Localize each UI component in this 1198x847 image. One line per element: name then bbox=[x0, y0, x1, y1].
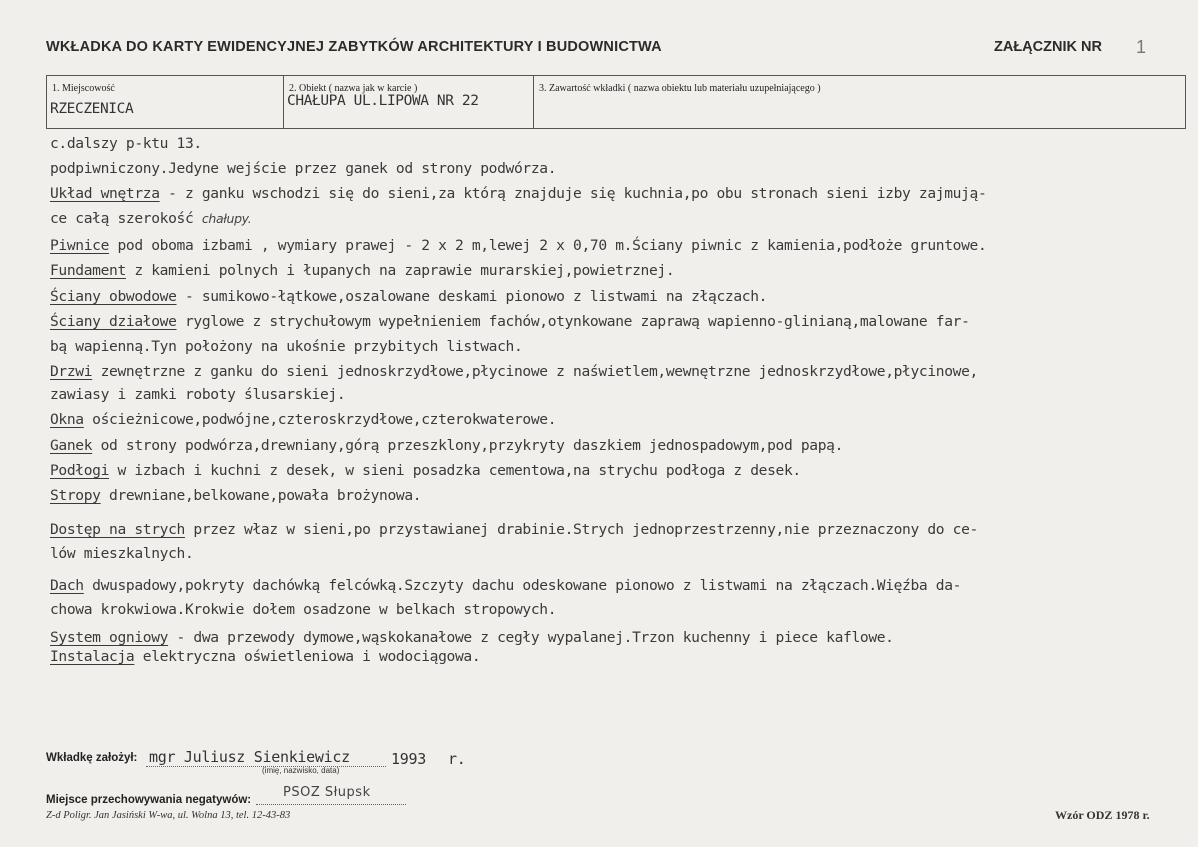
section-heading: Instalacja bbox=[50, 648, 135, 665]
text-line: Stropy drewniane,belkowane,powała brożynowa. bbox=[50, 487, 422, 504]
text-line: Układ wnętrza - z ganku wschodzi się do sieni,za którą znajduje się kuchnia,po obu stronach sieni izby zajmują- bbox=[50, 185, 987, 202]
section-heading: Dostęp na strych bbox=[50, 521, 185, 538]
section-heading: Dach bbox=[50, 577, 84, 594]
text-line: Instalacja elektryczna oświetleniowa i wodociągowa. bbox=[50, 648, 481, 665]
section-heading: Stropy bbox=[50, 487, 101, 504]
text-line: Drzwi zewnętrzne z ganku do sieni jednoskrzydłowe,płycinowe z naświetlem,wewnętrzne jednoskrzydłowe,płycinowe, bbox=[50, 363, 978, 380]
text-line: c.dalszy p-ktu 13. bbox=[50, 135, 202, 152]
text-line: Okna ościeżnicowe,podwójne,czteroskrzydłowe,czterokwaterowe. bbox=[50, 411, 557, 428]
section-heading: Okna bbox=[50, 411, 84, 428]
text-line: Fundament z kamieni polnych i łupanych na zaprawie murarskiej,powietrznej. bbox=[50, 262, 675, 279]
table-divider-2 bbox=[533, 75, 534, 129]
section-heading: Fundament bbox=[50, 262, 126, 279]
table-bottom-border bbox=[46, 128, 1186, 129]
field-object-label: 2. Obiekt ( nazwa jak w karcie ) bbox=[289, 83, 418, 94]
author-sublabel: (imię, nazwisko, data) bbox=[262, 766, 340, 775]
form-title: WKŁADKA DO KARTY EWIDENCYJNEJ ZABYTKÓW ARCHITEKTURY I BUDOWNICTWA bbox=[46, 39, 662, 55]
section-heading: Podłogi bbox=[50, 462, 110, 479]
section-heading: Ściany działowe bbox=[50, 313, 177, 330]
section-heading: Piwnice bbox=[50, 237, 110, 254]
text-line: Ściany działowe ryglowe z strychułowym wypełnieniem fachów,otynkowane zaprawą wapienno-glinianą,malowane far- bbox=[50, 313, 970, 330]
negatives-label: Miejsce przechowywania negatywów: bbox=[46, 794, 252, 806]
form-template-id: Wzór ODZ 1978 r. bbox=[1055, 808, 1150, 822]
text-line: Dostęp na strych przez właz w sieni,po przystawianej drabinie.Strych jednoprzestrzenny,nie przeznaczony do ce- bbox=[50, 521, 978, 538]
section-heading: Ściany obwodowe bbox=[50, 288, 177, 305]
text-line: Ganek od strony podwórza,drewniany,górą przeszklony,przykryty daszkiem jednospadowym,pod papą. bbox=[50, 437, 844, 454]
field-locality-label: 1. Miejscowość bbox=[52, 83, 115, 94]
author-year-suffix: r. bbox=[448, 750, 466, 768]
section-heading: Drzwi bbox=[50, 363, 93, 380]
author-year: 1993 bbox=[391, 750, 426, 768]
text-line: zawiasy i zamki roboty ślusarskiej. bbox=[50, 386, 346, 403]
text-line: bą wapienną.Tyn położony na ukośnie przybitych listwach. bbox=[50, 338, 523, 355]
negatives-value: PSOZ Słupsk bbox=[283, 785, 371, 800]
section-heading: Układ wnętrza bbox=[50, 185, 160, 202]
table-top-border bbox=[46, 75, 1186, 76]
table-right-border bbox=[1185, 75, 1186, 129]
text-line: ce całą szerokość chałupy. bbox=[50, 210, 252, 227]
text-line: System ogniowy - dwa przewody dymowe,wąskokanałowe z cegły wypalanej.Trzon kuchenny i piece kaflowe. bbox=[50, 629, 894, 646]
text-line: Piwnice pod oboma izbami , wymiary prawej - 2 x 2 m,lewej 2 x 0,70 m.Ściany piwnic z kamienia,podłoże gruntowe. bbox=[50, 237, 987, 254]
table-divider-1 bbox=[283, 75, 284, 129]
annex-number: 1 bbox=[1136, 37, 1147, 57]
text-line: podpiwniczony.Jedyne wejście przez ganek od strony podwórza. bbox=[50, 160, 557, 177]
section-heading: Ganek bbox=[50, 437, 93, 454]
section-heading: System ogniowy bbox=[50, 629, 169, 646]
handwritten-insertion: chałupy. bbox=[201, 211, 252, 226]
author-label: Wkładkę założył: bbox=[46, 752, 138, 764]
printer-imprint: Z-d Poligr. Jan Jasiński W-wa, ul. Wolna 13, tel. 12-43-83 bbox=[46, 810, 291, 821]
field-object-value: CHAŁUPA UL.LIPOWA NR 22 bbox=[287, 93, 479, 109]
author-value: mgr Juliusz Sienkiewicz bbox=[149, 748, 350, 766]
text-line: Dach dwuspadowy,pokryty dachówką felcówką.Szczyty dachu odeskowane pionowo z listwami na złączach.Więźba da- bbox=[50, 577, 962, 594]
field-locality-value: RZECZENICA bbox=[50, 101, 134, 117]
annex-label: ZAŁĄCZNIK NR bbox=[994, 39, 1102, 55]
field-contents-label: 3. Zawartość wkładki ( nazwa obiektu lub materiału uzupełniającego ) bbox=[539, 83, 821, 94]
text-line: lów mieszkalnych. bbox=[50, 545, 194, 562]
text-line: chowa krokwiowa.Krokwie dołem osadzone w belkach stropowych. bbox=[50, 601, 557, 618]
text-line: Ściany obwodowe - sumikowo-łątkowe,oszalowane deskami pionowo z listwami na złączach. bbox=[50, 288, 768, 305]
negatives-dotted-line bbox=[256, 804, 406, 805]
text-line: Podłogi w izbach i kuchni z desek, w sieni posadzka cementowa,na strychu podłoga z desek. bbox=[50, 462, 801, 479]
table-left-border bbox=[46, 75, 47, 129]
